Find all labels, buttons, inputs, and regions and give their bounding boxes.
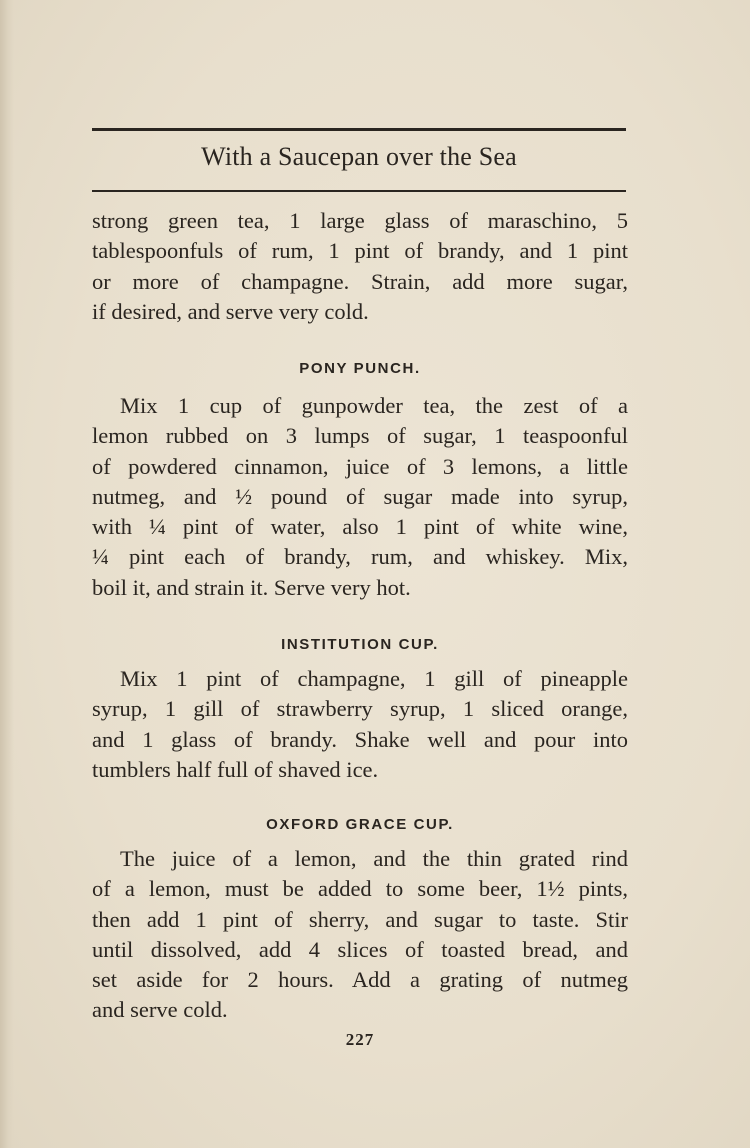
text-line: tablespoonfuls of rum, 1 pint of brandy, and 1 pint: [92, 238, 628, 264]
recipe-title-pony-punch: PONY PUNCH.: [299, 360, 421, 377]
text-line: of powdered cinnamon, juice of 3 lemons, a little: [92, 453, 628, 479]
text-line: syrup, 1 gill of strawberry syrup, 1 sliced orange,: [92, 696, 628, 722]
header-rule-bottom: [92, 190, 626, 192]
recipe-title-oxford-grace-cup: OXFORD GRACE CUP.: [266, 816, 454, 833]
text-line: ¼ pint each of brandy, rum, and whiskey. Mix,: [92, 544, 628, 570]
text-line: then add 1 pint of sherry, and sugar to taste. Stir: [92, 906, 628, 932]
text-line: The juice of a lemon, and the thin grated rind: [120, 846, 628, 871]
header-rule-top: [92, 128, 626, 131]
text-line: of a lemon, must be added to some beer, 1½ pints,: [92, 876, 628, 902]
text-line: with ¼ pint of water, also 1 pint of white wine,: [92, 514, 628, 540]
running-head: With a Saucepan over the Sea: [201, 142, 517, 171]
text-line: until dissolved, add 4 slices of toasted bread, and: [92, 936, 628, 962]
text-line: or more of champagne. Strain, add more sugar,: [92, 268, 628, 294]
text-line: and 1 glass of brandy. Shake well and pour into: [92, 726, 628, 752]
text-line: tumblers half full of shaved ice.: [92, 756, 379, 782]
text-line: boil it, and strain it. Serve very hot.: [92, 574, 411, 600]
text-line: Mix 1 cup of gunpowder tea, the zest of a: [120, 393, 628, 418]
page-number: 227: [345, 1030, 375, 1049]
recipe-body-oxford-grace-cup: [92, 844, 628, 1026]
text-line: nutmeg, and ½ pound of sugar made into syrup,: [92, 483, 628, 509]
binding-shadow: [0, 0, 14, 1148]
text-line: lemon rubbed on 3 lumps of sugar, 1 teaspoonful: [92, 423, 628, 449]
text-line: if desired, and serve very cold.: [92, 298, 369, 324]
text-line: and serve cold.: [92, 997, 228, 1023]
text-line: set aside for 2 hours. Add a grating of nutmeg: [92, 967, 628, 993]
recipe-body-pony-punch: [92, 391, 628, 603]
recipe-body-institution-cup: [92, 664, 628, 785]
continued-paragraph: [92, 206, 628, 327]
text-line: strong green tea, 1 large glass of maraschino, 5: [92, 208, 628, 233]
text-line: Mix 1 pint of champagne, 1 gill of pineapple: [120, 666, 628, 691]
recipe-title-institution-cup: INSTITUTION CUP.: [281, 636, 439, 653]
